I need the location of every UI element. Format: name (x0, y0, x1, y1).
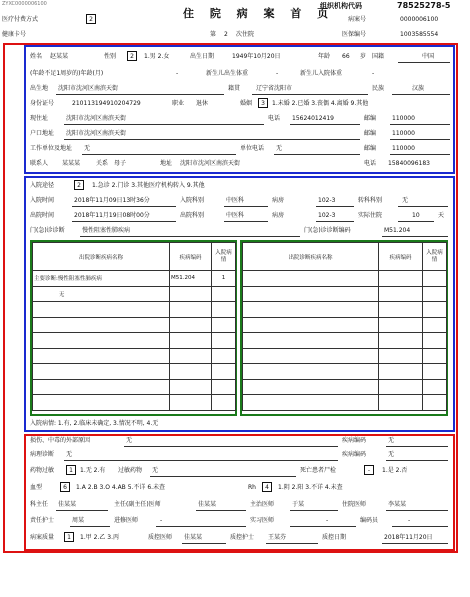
qc-date-value: 2018年11月20日 (384, 534, 433, 541)
zip-label: 邮编 (364, 115, 377, 122)
dx-col-name: 出院诊断疾病名称 (33, 243, 170, 271)
work-label: 工作单位及地址 (30, 145, 73, 152)
allergy-label: 药物过敏 (30, 467, 55, 474)
table-row (243, 271, 447, 287)
dx2-col-cond: 入院病情 (423, 243, 447, 271)
newborn-weight-label: 新生儿出生体重 (206, 70, 249, 77)
rh-label: Rh (248, 484, 256, 491)
job-label: 职业 (172, 100, 185, 107)
days-label: 实际住院 (358, 212, 383, 219)
zip2-label: 邮编 (364, 130, 377, 137)
table-row (33, 317, 236, 333)
injury-label: 损伤、中毒的外部原因 (30, 437, 91, 444)
other-dx-name: 无 (58, 291, 65, 298)
outpatient-dx-value: 慢性阻塞性肺疾病 (82, 227, 131, 234)
contact-addr-value: 沈阳市沈河区南滨天街 (180, 160, 241, 167)
payment-box[interactable]: 2 (86, 14, 96, 24)
rh-box[interactable]: 4 (262, 482, 272, 492)
dx2-col-name: 出院诊断疾病名称 (243, 243, 379, 271)
admission-count-prefix: 第 (210, 31, 217, 38)
autopsy-box[interactable]: - (364, 465, 374, 475)
job-value: 退休 (196, 100, 209, 107)
zip3-value: 110000 (392, 145, 415, 152)
route-label: 入院途径 (30, 182, 55, 189)
attending-label: 主治医师 (250, 501, 275, 508)
table-row (33, 302, 236, 318)
autopsy-label: 死亡患者尸检 (300, 467, 337, 474)
hukou-value: 沈阳市沈河区南滨天街 (66, 130, 127, 137)
record-no-value: 1003585554 (400, 31, 439, 38)
main-dx-code: M51.204 (170, 271, 212, 287)
gender-label: 性别 (104, 53, 117, 60)
admit-room-value: 102-3 (318, 197, 336, 204)
marital-box[interactable]: 3 (258, 98, 268, 108)
quality-options: 1.甲 2.乙 3.丙 (80, 534, 119, 541)
admission-count-suffix: 次住院 (236, 31, 255, 38)
dx-col-cond: 入院病情 (212, 243, 236, 271)
transfer-value: 无 (402, 197, 409, 204)
infant-age-label: (年龄不足1周岁的)年龄(月) (30, 70, 104, 77)
days-unit: 天 (438, 212, 445, 219)
org-code-value: 78525278-5 (397, 1, 451, 10)
intern-value: - (326, 517, 329, 524)
main-dx-name: 慢性阻塞性肺疾病 (57, 276, 102, 283)
discharge-dept-label: 出院科别 (180, 212, 205, 219)
pathology-label: 病理诊断 (30, 451, 55, 458)
work-value: 无 (84, 145, 91, 152)
address-label: 现住址 (30, 115, 49, 122)
admit-dept-label: 入院科别 (180, 197, 205, 204)
table-row (243, 348, 447, 364)
contact-value: 某某某 (62, 160, 81, 167)
admission-count-value: 2 (224, 31, 228, 38)
birthplace-label: 出生地 (30, 85, 49, 92)
newborn-admit-weight-label: 新生儿入院体重 (300, 70, 343, 77)
birth-value: 1949年10月20日 (232, 53, 281, 60)
transfer-label: 转科科别 (358, 197, 383, 204)
ethnic-label: 民族 (372, 85, 385, 92)
contact-label: 联系人 (30, 160, 49, 167)
nurse-value: 周某 (72, 517, 85, 524)
age-unit: 岁 (360, 53, 367, 60)
table-row (33, 286, 236, 302)
age-value: 66 (342, 53, 350, 60)
table-row (33, 348, 236, 364)
relation-value: 母子 (114, 160, 127, 167)
injury-value: 无 (126, 437, 133, 444)
pathology-code-value: 无 (388, 451, 395, 458)
qc-date-label: 质控日期 (322, 534, 347, 541)
work-phone-label: 单位电话 (240, 145, 265, 152)
table-row (33, 395, 236, 411)
allergy-box[interactable]: 1 (66, 465, 76, 475)
health-card-label: 健康卡号 (2, 31, 27, 38)
nationality-label: 国籍 (372, 53, 385, 60)
diagnosis-table-left (32, 242, 236, 411)
resident-label: 住院医师 (342, 501, 367, 508)
table-row (33, 379, 236, 395)
org-code-label: 组织机构代码 (320, 2, 362, 10)
age-label: 年龄 (318, 53, 331, 60)
injury-code-value: 无 (388, 437, 395, 444)
name-value: 赵某某 (50, 53, 69, 60)
coder-value: - (408, 517, 411, 524)
fellow-label: 进修医师 (114, 517, 139, 524)
table-row (243, 317, 447, 333)
discharge-time-label: 出院时间 (30, 212, 55, 219)
chief-value: 佳某某 (198, 501, 217, 508)
newborn-weight-value: - (276, 70, 279, 77)
allergy-options: 1.无 2.有 (80, 467, 106, 474)
table-row (243, 333, 447, 349)
marital-label: 婚姻 (240, 100, 253, 107)
qc-nurse-value: 王某芬 (268, 534, 287, 541)
condition-note: 入院病情: 1.有, 2.临床未确定, 3.情况不明, 4.无 (30, 420, 159, 427)
birth-label: 出生日期 (190, 53, 215, 60)
id-label: 身份证号 (30, 100, 55, 107)
contact-phone-label: 电话 (364, 160, 377, 167)
work-phone-value: 无 (276, 145, 283, 152)
fellow-value: - (160, 517, 163, 524)
resident-value: 李某某 (388, 501, 407, 508)
blood-options: 1.A 2.B 3.O 4.AB 5.不详 6.未查 (76, 484, 166, 491)
qc-nurse-label: 质控护士 (230, 534, 255, 541)
outpatient-code-label: 门(急)诊诊断编码 (304, 227, 351, 234)
native-label: 籍贯 (228, 85, 241, 92)
relation-label: 关系 (96, 160, 109, 167)
infant-age-value: - (176, 70, 179, 77)
admit-time-value: 2018年11月09日13时36分 (74, 197, 150, 204)
name-label: 姓名 (30, 53, 43, 60)
attending-value: 于某 (292, 501, 305, 508)
case-no-value: 0000006100 (400, 16, 439, 23)
blood-box[interactable]: 6 (60, 482, 70, 492)
outpatient-code-value: M51.204 (384, 227, 411, 234)
id-value: 210113194910204729 (72, 100, 141, 107)
quality-box[interactable]: 1 (64, 532, 74, 542)
table-row (243, 302, 447, 318)
main-dx-label: 主要诊断: (34, 276, 58, 283)
discharge-dept-value: 中医科 (226, 212, 245, 219)
top-code: ZYXC0000006100 (2, 1, 47, 7)
table-row (243, 379, 447, 395)
pathology-value: 无 (66, 451, 73, 458)
dx2-col-code: 疾病编码 (379, 243, 423, 271)
diagnosis-table-right (242, 242, 447, 411)
record-no-label: 医保编号 (342, 31, 367, 38)
chief-label: 主任(副主任)医师 (114, 501, 161, 508)
zip3-label: 邮编 (364, 145, 377, 152)
route-box[interactable]: 2 (74, 180, 84, 190)
ethnic-value: 汉族 (412, 85, 425, 92)
pathology-code-label: 疾病编码 (342, 451, 367, 458)
phone-label: 电话 (268, 115, 281, 122)
table-row (243, 364, 447, 380)
table-row (33, 271, 236, 287)
discharge-room-value: 102-3 (318, 212, 336, 219)
zip2-value: 110000 (392, 130, 415, 137)
injury-code-label: 疾病编码 (342, 437, 367, 444)
main-dx-cond: 1 (212, 271, 236, 287)
case-no-label: 病案号 (348, 16, 367, 23)
intern-label: 实习医师 (250, 517, 275, 524)
marital-options: 1.未婚 2.已婚 3.丧偶 4.离婚 9.其他 (272, 100, 369, 107)
birthplace-value: 沈阳市沈河区南滨天街 (58, 85, 119, 92)
table-row (243, 286, 447, 302)
contact-addr-label: 地址 (160, 160, 173, 167)
days-value: 10 (412, 212, 420, 219)
dx-col-code: 疾病编码 (170, 243, 212, 271)
zip-value: 110000 (392, 115, 415, 122)
nurse-label: 责任护士 (30, 517, 55, 524)
autopsy-options: 1.是 2.否 (382, 467, 408, 474)
newborn-admit-weight-value: - (372, 70, 375, 77)
phone-value: 15624012419 (292, 115, 334, 122)
admit-room-label: 病房 (272, 197, 285, 204)
coder-label: 编码员 (360, 517, 379, 524)
blood-label: 血型 (30, 484, 43, 491)
contact-phone-value: 15840096183 (388, 160, 430, 167)
allergy-drug-value: 无 (152, 467, 159, 474)
discharge-room-label: 病房 (272, 212, 285, 219)
other-dx-label (35, 292, 59, 298)
admit-time-label: 入院时间 (30, 197, 55, 204)
gender-options: 1.男 2.女 (144, 53, 170, 60)
table-row (33, 333, 236, 349)
qc-doctor-value: 佳某某 (184, 534, 203, 541)
nationality-value: 中国 (422, 53, 435, 60)
hukou-label: 户口地址 (30, 130, 55, 137)
native-value: 辽宁省沈阳市 (256, 85, 293, 92)
route-options: 1.急诊 2.门诊 3.其他医疗机构转入 9.其他 (92, 182, 205, 189)
table-row (33, 364, 236, 380)
qc-doctor-label: 质控医师 (148, 534, 173, 541)
admit-dept-value: 中医科 (226, 197, 245, 204)
outpatient-dx-label: 门(急)诊诊断 (30, 227, 65, 234)
gender-box[interactable]: 2 (127, 51, 137, 61)
page-title: 住 院 病 案 首 页 (183, 7, 335, 20)
address-value: 沈阳市沈河区南滨天街 (66, 115, 127, 122)
director-value: 佳某某 (58, 501, 77, 508)
quality-label: 病案质量 (30, 534, 55, 541)
allergy-drug-label: 过敏药物 (118, 467, 143, 474)
director-label: 科主任 (30, 501, 49, 508)
discharge-time-value: 2018年11月19日08时00分 (74, 212, 150, 219)
payment-label: 医疗付费方式 (2, 16, 39, 23)
rh-options: 1.阴 2.阳 3.不详 4.未查 (278, 484, 343, 491)
table-row (243, 395, 447, 411)
